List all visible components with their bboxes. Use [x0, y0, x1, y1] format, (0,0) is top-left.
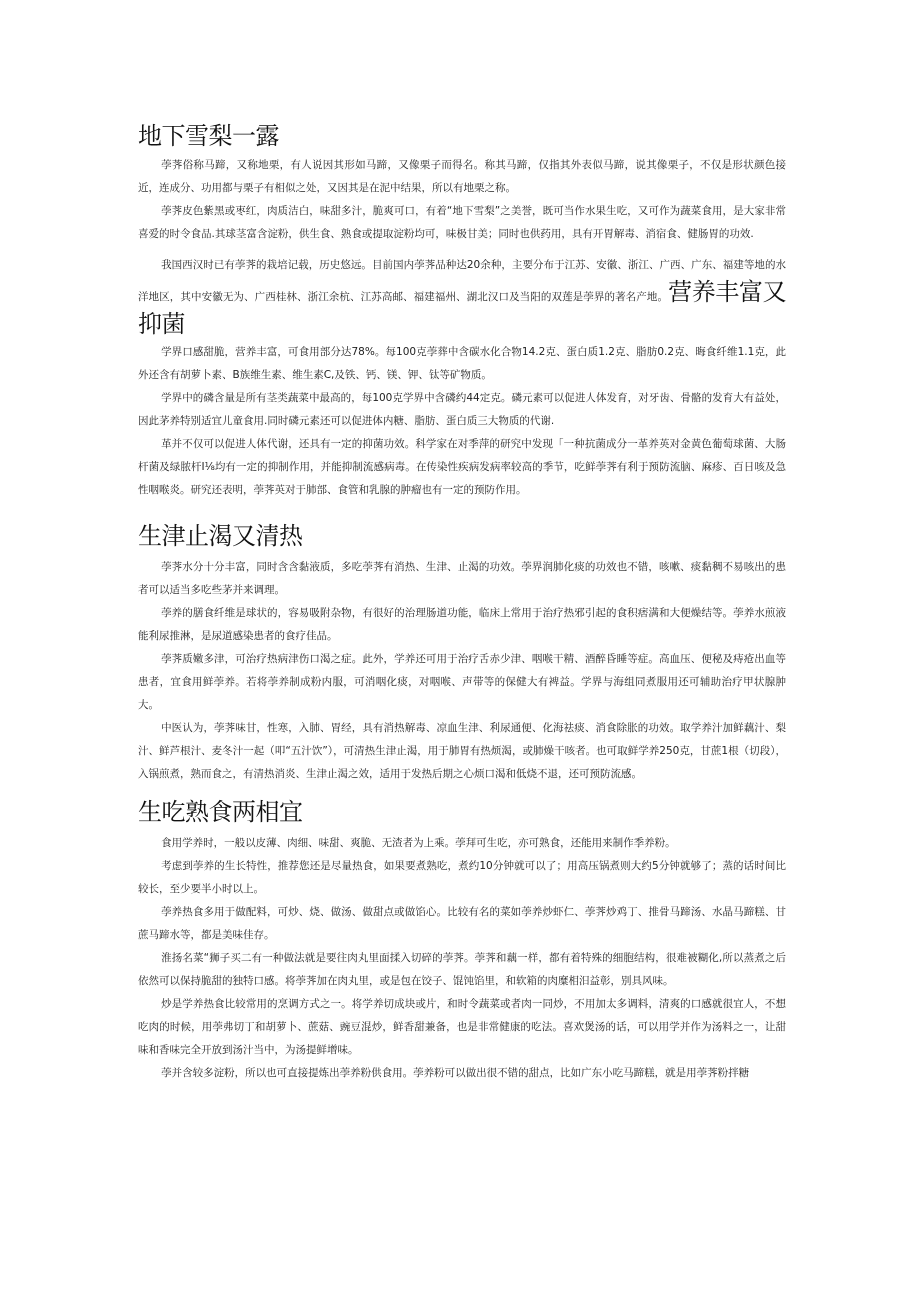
paragraph: 荸养热食多用于做配料，可炒、烧、做汤、做甜点或做馅心。比较有名的菜如荸养炒虾仁、荸荠炒鸡丁、推骨马蹄汤、水晶马蹄糕、甘蔗马蹄水等，都是美味佳存。: [138, 906, 786, 941]
document-content: [138, 120, 786, 1085]
paragraph: 淮扬名菜“狮子买二有一种做法就是要往肉丸里面揉入切碎的荸荠。荸荠和藕一样，都有着特殊的细胞结构，很难被糊化,所以蒸煮之后依然可以保持脆甜的独特口感。将荸荠加在肉丸里，或是包在饺子、馄饨馅里，和软箱的肉糜相汨益彰，别具风味。: [138, 952, 786, 987]
paragraph: 荸荠质嫩多津，可治疗热病津伤口渴之症。此外，学养还可用于治疗舌赤少津、咽喉干精、酒醉昏睡等症。高血压、便秘及痔疮出血等患者，宜食用鲜荸养。若将荸养制成粉内服，可消咽化痰，对咽喉、声带等的保健大有裨益。学界与海组同煮服用还可辅助治疗甲状腺肿大。: [138, 653, 786, 711]
paragraph: 学界口感甜脆，营养丰富，可食用部分达78%。每100克荸葬中含碳水化合物14.2克、蛋白质1.2克、脂肪0.2克、晦食纤维1.1克，此外还含有胡萝卜素、B族维生素、维生素C,及铁、钙、镁、钾、钛等矿物质。: [138, 346, 786, 381]
paragraph-lead: 我国西汉时已有荸荠的栽培记载，历史悠远。目前国内荸荠品种达20余种，主要分布于江苏、安徽、浙江、广西、广东、福建等地的水洋地区，其中安徽无为、广西桂林、浙江余杭、江苏高邮、福建福州、湖北汉口及当阳的双莲是荸界的著名产地。: [138, 259, 786, 303]
paragraph: 中医认为，荸荠味甘，性寒，入肺、胃经，具有消热解毒、凉血生津、利尿通便、化海祛痰、消食除胀的功效。取学养汁加鲜藕汁、梨汁、鲜芦根汁、麦冬汁一起（叩“五汁饮”），可清热生津止渴，用于肺胃有热烦渴，或肺燥干咳者。也可取鲜学养250克，甘蔗1根（切段），入锅煎煮，熟而食之，有清热消炎、生津止渴之效，适用于发热后期之心烦口渴和低烧不退，还可预防流感。: [138, 722, 786, 780]
paragraph: 食用学养时，一般以皮薄、肉细、味甜、爽脆、无渣者为上乘。荸拜可生吃，亦可熟食，还能用来制作季养粉。: [161, 837, 676, 849]
section-heading-shengjin: 生津止渴又清热: [138, 522, 303, 550]
paragraph: 荸养的膳食纤维是球状的，容易吸附杂物，有很好的治理肠道功能，临床上常用于治疗热邪引起的食积痞满和大便燥结等。荸养水煎液能利尿推淋，是尿道感染患者的食疗佳品。: [138, 607, 786, 642]
paragraph: 考虑到荸养的生长特性，推荐您还是尽量热食，如果要煮熟吃，煮约10分钟就可以了；用高压锅煮则大约5分钟就够了；蒸的话时间比较长，至少要半小时以上。: [138, 860, 786, 895]
section-heading-xueli: 地下雪梨一露: [138, 122, 279, 150]
paragraph: 学界中的磷含量是所有茎类蔬菜中最高的，每100克学界中含磷约44定克。磷元素可以促进人体发育，对牙齿、骨骼的发育大有益处，因此茅养特别适宜儿童食用.同时磷元素还可以促进体内糖、脂肪、蛋白质三大物质的代谢.: [138, 392, 786, 427]
paragraph: 革并不仅可以促进人体代谢，还具有一定的抑菌功效。科学家在对季萍的研究中发现「一种抗菌成分一革养英对金黄色葡萄球菌、大肠杆菌及绿脓杆I⅛均有一定的抑制作用，并能抑制流感病毒。在传染性疾病发病率较高的季节，吃鲜荸荠有利于预防流脑、麻疹、百日咳及急性咽喉炎。研究还表明，荸荠英对于肺部、食管和乳腺的肿瘤也有一定的预防作用。: [138, 438, 786, 496]
paragraph: 炒是学养热食比较常用的烹调方式之一。将学养切成块或片，和时令蔬菜或者肉一同炒，不用加太多调料，清爽的口感就很宜人，不想吃肉的时候，用荸弗切丁和胡萝卜、蔗菇、豌豆混炒，鲜香甜兼备，也是非常健康的吃法。喜欢煲汤的话，可以用学并作为汤料之一，让甜味和香味完全开放到汤汁当中，为汤提鲜增味。: [138, 998, 786, 1056]
section-heading-yingyang: 营养丰富又抑菌: [138, 278, 787, 338]
paragraph: 荸并含较多淀粉，所以也可直接提炼出荸养粉供食用。荸养粉可以做出很不错的甜点，比如广东小吃马蹄糕，就是用荸荠粉拌糖: [161, 1067, 750, 1079]
paragraph-with-inline-heading: [138, 254, 786, 341]
paragraph: 荸荠皮色紫黑或枣红，肉质洁白，味甜多汁，脆爽可口，有着“地下雪梨”之美誉，既可当作水果生吃，又可作为蔬菜食用，是大家非常喜爱的时令食品.其球茎富含淀粉，供生食、熟食或提取淀粉均可，味极甘美；同时也供药用，具有开胃解毒、消宿食、健肠胃的功效.: [138, 205, 786, 240]
section-heading-shengchi: 生吃熟食两相宜: [138, 798, 303, 826]
paragraph: 荸荠俗称马蹄，又称地栗，有人说因其形如马蹄，又像栗子而得名。称其马蹄，仅指其外表似马蹄，说其像栗子，不仅是形状颜色接近，连成分、功用都与栗子有相似之处，又因其是在泥中结果，所以有地栗之称。: [138, 159, 786, 194]
paragraph: 荸荠水分十分丰富，同时含含黏液质，多吃荸荠有消热、生津、止渴的功效。荸界润肺化痰的功效也不错，咳嗽、痰黏稠不易咳出的患者可以适当多吃些茅并来调理。: [138, 561, 786, 596]
